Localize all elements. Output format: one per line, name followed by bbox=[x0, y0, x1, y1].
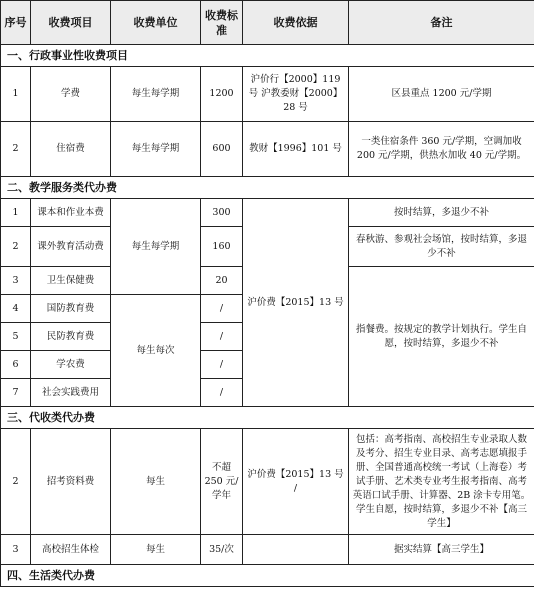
table-row bbox=[1, 67, 534, 122]
cell-item: 课外教育活动费 bbox=[31, 227, 111, 267]
cell-standard: / bbox=[201, 323, 243, 351]
section-title: 一、行政事业性收费项目 bbox=[1, 45, 534, 67]
table-row bbox=[1, 199, 534, 227]
cell-basis: 沪价行【2000】119 号 沪教委财【2000】28 号 bbox=[243, 67, 349, 122]
cell-basis bbox=[243, 535, 349, 565]
cell-standard: / bbox=[201, 379, 243, 407]
cell-standard: 不超 250 元/学年 bbox=[201, 429, 243, 535]
cell-item: 住宿费 bbox=[31, 122, 111, 177]
cell-seq: 2 bbox=[1, 227, 31, 267]
cell-item: 学农费 bbox=[31, 351, 111, 379]
cell-remark: 据实结算【高三学生】 bbox=[349, 535, 534, 565]
section-title: 二、教学服务类代办费 bbox=[1, 177, 534, 199]
table-row bbox=[1, 535, 534, 565]
cell-item: 学费 bbox=[31, 67, 111, 122]
cell-standard: / bbox=[201, 295, 243, 323]
cell-remark: 包括：高考指南、高校招生专业录取人数及考分、招生专业目录、高考志愿填报手册、全国普通高校统一考试（上海卷）考试手册、艺术类专业考生报考指南、高考英语口试手册、计算器、2B 涂卡专用笔。学生自愿，按时结算，多退少不补【高三学生】 bbox=[349, 429, 534, 535]
cell-seq: 3 bbox=[1, 267, 31, 295]
cell-remark: 一类住宿条件 360 元/学期，空调加收 200 元/学期，供热水加收 40 元/学期。 bbox=[349, 122, 534, 177]
section-row bbox=[1, 45, 534, 67]
cell-standard: 160 bbox=[201, 227, 243, 267]
section-title: 四、生活类代办费 bbox=[1, 565, 534, 587]
cell-standard: 1200 bbox=[201, 67, 243, 122]
cell-item: 民防教育费 bbox=[31, 323, 111, 351]
cell-item: 高校招生体检 bbox=[31, 535, 111, 565]
section-row bbox=[1, 565, 534, 587]
cell-item: 国防教育费 bbox=[31, 295, 111, 323]
header-basis: 收费依据 bbox=[243, 1, 349, 45]
cell-unit: 每生每学期 bbox=[111, 67, 201, 122]
header-seq: 序号 bbox=[1, 1, 31, 45]
cell-standard: 35/次 bbox=[201, 535, 243, 565]
cell-standard: / bbox=[201, 351, 243, 379]
cell-basis: 沪价费【2015】13 号 bbox=[243, 199, 349, 407]
cell-seq: 2 bbox=[1, 122, 31, 177]
cell-unit: 每生每学期 bbox=[111, 122, 201, 177]
cell-remark: 春秋游、参观社会场馆，按时结算，多退少不补 bbox=[349, 227, 534, 267]
cell-remark: 按时结算，多退少不补 bbox=[349, 199, 534, 227]
cell-seq: 6 bbox=[1, 351, 31, 379]
cell-seq: 1 bbox=[1, 199, 31, 227]
cell-unit: 每生 bbox=[111, 535, 201, 565]
cell-unit: 每生每学期 bbox=[111, 199, 201, 295]
cell-seq: 2 bbox=[1, 429, 31, 535]
table-row bbox=[1, 122, 534, 177]
cell-unit: 每生每次 bbox=[111, 295, 201, 407]
cell-seq: 3 bbox=[1, 535, 31, 565]
cell-seq: 7 bbox=[1, 379, 31, 407]
header-unit: 收费单位 bbox=[111, 1, 201, 45]
cell-item: 卫生保健费 bbox=[31, 267, 111, 295]
cell-standard: 300 bbox=[201, 199, 243, 227]
cell-seq: 1 bbox=[1, 67, 31, 122]
header-standard: 收费标准 bbox=[201, 1, 243, 45]
cell-basis: 沪价费【2015】13 号 / bbox=[243, 429, 349, 535]
table-row bbox=[1, 429, 534, 535]
cell-item: 招考资料费 bbox=[31, 429, 111, 535]
cell-seq: 5 bbox=[1, 323, 31, 351]
cell-item: 社会实践费用 bbox=[31, 379, 111, 407]
header-row bbox=[1, 1, 534, 45]
cell-unit: 每生 bbox=[111, 429, 201, 535]
section-row bbox=[1, 177, 534, 199]
cell-item: 课本和作业本费 bbox=[31, 199, 111, 227]
section-row bbox=[1, 407, 534, 429]
cell-remark: 指餐费。按规定的教学计划执行。学生自愿，按时结算，多退少不补 bbox=[349, 267, 534, 407]
cell-seq: 4 bbox=[1, 295, 31, 323]
header-item: 收费项目 bbox=[31, 1, 111, 45]
cell-remark: 区县重点 1200 元/学期 bbox=[349, 67, 534, 122]
section-title: 三、代收类代办费 bbox=[1, 407, 534, 429]
cell-standard: 20 bbox=[201, 267, 243, 295]
header-remark: 备注 bbox=[349, 1, 534, 45]
cell-standard: 600 bbox=[201, 122, 243, 177]
cell-basis: 教财【1996】101 号 bbox=[243, 122, 349, 177]
